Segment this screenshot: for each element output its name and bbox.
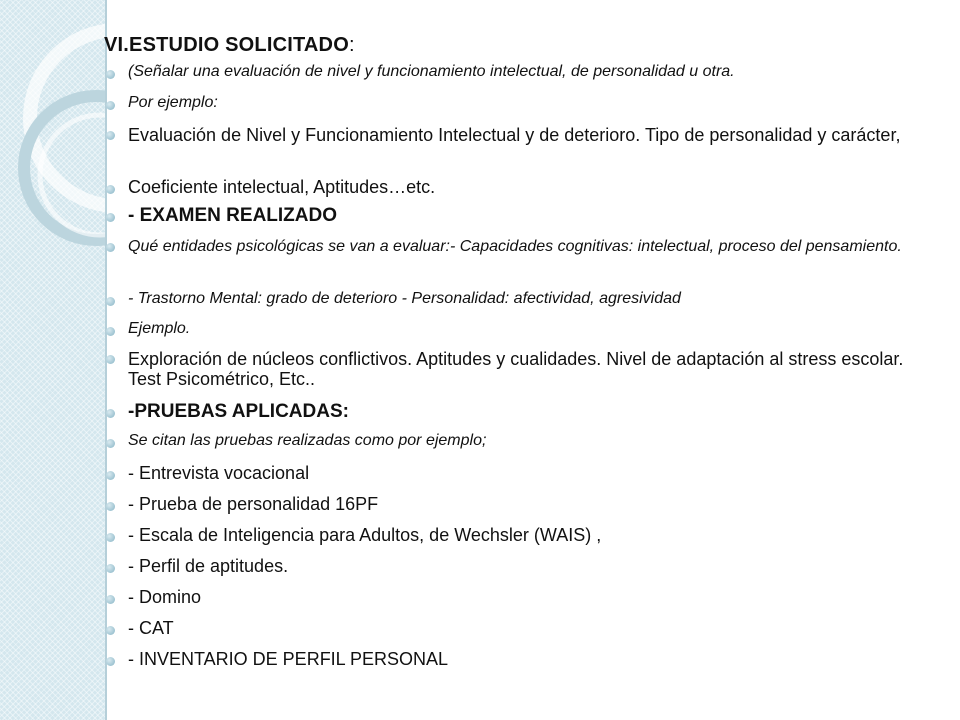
list-item: - Escala de Inteligencia para Adultos, de Wechsler (WAIS) ,: [104, 525, 924, 556]
list-item: Se citan las pruebas realizadas como por ejemplo;: [104, 431, 924, 463]
list-item: -PRUEBAS APLICADAS:: [104, 401, 924, 431]
decorative-sidebar: [0, 0, 105, 720]
list-item: (Señalar una evaluación de nivel y funcionamiento intelectual, de personalidad u otra.: [104, 62, 924, 93]
list-item: Ejemplo.: [104, 319, 924, 347]
list-item: - INVENTARIO DE PERFIL PERSONAL: [104, 649, 924, 680]
bullet-list: [104, 62, 924, 680]
list-item: - Entrevista vocacional: [104, 463, 924, 494]
list-item: Por ejemplo:: [104, 93, 924, 123]
list-item: Qué entidades psicológicas se van a evaluar:- Capacidades cognitivas: intelectual, proceso del pensamiento.: [104, 235, 924, 289]
slide-heading: VI.ESTUDIO SOLICITADO:: [104, 34, 355, 56]
list-item: Coeficiente intelectual, Aptitudes…etc.: [104, 177, 924, 205]
decorative-rings: [0, 0, 105, 720]
list-item: - CAT: [104, 618, 924, 649]
list-item: Exploración de núcleos conflictivos. Aptitudes y cualidades. Nivel de adaptación al stress escolar. Test Psicométrico, Etc..: [104, 347, 924, 401]
list-item: - EXAMEN REALIZADO: [104, 205, 924, 235]
list-item: - Prueba de personalidad 16PF: [104, 494, 924, 525]
slide-content: [104, 28, 924, 680]
list-item: - Domino: [104, 587, 924, 618]
list-item: - Trastorno Mental: grado de deterioro - Personalidad: afectividad, agresividad: [104, 289, 924, 319]
list-item: Evaluación de Nivel y Funcionamiento Intelectual y de deterioro. Tipo de personalidad y carácter,: [104, 123, 924, 177]
list-item: - Perfil de aptitudes.: [104, 556, 924, 587]
